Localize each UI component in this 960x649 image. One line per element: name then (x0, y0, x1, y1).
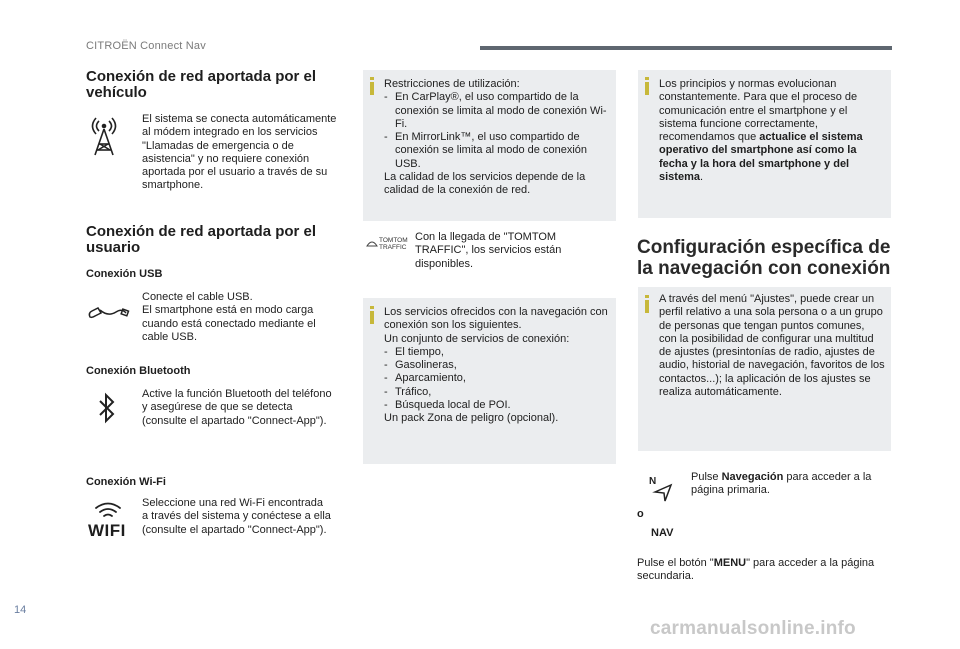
info-icon (645, 295, 649, 313)
principles-text-plain: Los principios y normas evolucionan constantemente. Para que el proceso de comunicación entre el smartphone y el sistema funcione correctamente, recomendamos que (659, 78, 858, 144)
service-item: - El tiempo, (384, 346, 609, 359)
page-number: 14 (14, 604, 27, 616)
principles-box (638, 70, 891, 218)
user-connection-title (86, 224, 346, 256)
tomtom-logo-line2: TRAFFIC (379, 244, 407, 251)
usb-line1: Conecte el cable USB. (142, 291, 253, 303)
nav-instruction-post: para acceder a la página primaria. (691, 471, 872, 497)
navigation-north-icon (649, 475, 675, 503)
restrictions-box (363, 70, 616, 221)
nav-instruction (691, 471, 886, 498)
info-icon (370, 77, 374, 95)
menu-instruction (637, 557, 877, 584)
site-watermark: carmanualsonline.info (650, 618, 856, 639)
tomtom-text: Con la llegada de "TOMTOM TRAFFIC", los servicios están disponibles. (415, 231, 562, 270)
principles-text (659, 78, 884, 184)
usb-text (142, 291, 342, 344)
tomtom-logo-line1: TOMTOM (379, 237, 408, 244)
nav-instruction-bold: Navegación (721, 471, 784, 483)
services-list (384, 346, 609, 412)
nav-button-label: NAV (651, 527, 674, 539)
services-intro: Los servicios ofrecidos con la navegación con conexión son los siguientes. (384, 306, 608, 332)
wifi-text: Seleccione una red Wi-Fi encontrada a través del sistema y conéctese a ella (consulte el apartado "Connect-App"). (142, 497, 331, 536)
nav-instruction-pre: Pulse (691, 471, 719, 483)
service-item: - Gasolineras, (384, 359, 609, 372)
service-item: - Búsqueda local de POI. (384, 399, 609, 412)
restrictions-title: Restricciones de utilización: (384, 78, 520, 90)
info-icon (645, 77, 649, 95)
manual-header-title: CITROËN Connect Nav (86, 40, 206, 52)
wifi-title: Conexión Wi-Fi (86, 476, 166, 488)
restrictions-list (384, 91, 609, 171)
wifi-icon-label: WIFI (88, 521, 126, 540)
user-title-line2: usuario (86, 239, 141, 256)
service-item: - Aparcamiento, (384, 372, 609, 385)
usb-cable-icon (86, 299, 130, 325)
menu-instruction-pre: Pulse el botón " (637, 557, 714, 569)
svg-text:N: N (649, 476, 657, 487)
user-title-line1: Conexión de red aportada por el (86, 223, 317, 240)
usb-title: Conexión USB (86, 268, 163, 280)
restriction-item: - En CarPlay®, el uso compartido de la conexión se limita al modo de conexión Wi-Fi. (384, 91, 609, 131)
restriction-item: - En MirrorLink™, el uso compartido de conexión se limita al modo de conexión USB. (384, 131, 609, 171)
settings-text: A través del menú "Ajustes", puede crear un perfil relativo a una sola persona o a un grupo de personas que tengan puntos comunes, con la posibilidad de configurar una multitud de ajustes (presintonías de radio, ajustes de audio, historial de navegación, favoritos de los contactos...); la aplicación de los ajustes se realiza automáticamente. (659, 293, 885, 399)
antenna-icon (88, 117, 120, 157)
services-footer: Un pack Zona de peligro (opcional). (384, 412, 559, 425)
config-title-line1: Configuración específica de (637, 237, 891, 258)
bluetooth-icon (98, 392, 116, 424)
settings-box (638, 287, 891, 451)
services-box (363, 298, 616, 464)
vehicle-connection-text: El sistema se conecta automáticamente al módem integrado en los servicios "Llamadas de emergencia o de asistencia" y no requiere conexión aportada por el usuario a través de su smartphone. (142, 113, 337, 192)
vehicle-connection-title (86, 69, 346, 101)
info-icon (370, 306, 374, 324)
or-label: o (637, 508, 644, 520)
vehicle-title-line2: vehículo (86, 84, 147, 101)
menu-instruction-post: " para acceder a la página secundaria. (637, 557, 875, 583)
usb-line2: El smartphone está en modo carga cuando está conectado mediante el cable USB. (142, 304, 316, 343)
header-rule (480, 46, 892, 50)
bluetooth-title: Conexión Bluetooth (86, 365, 191, 377)
vehicle-title-line1: Conexión de red aportada por el (86, 68, 317, 85)
tomtom-hand-icon (366, 238, 378, 248)
config-title (637, 237, 907, 279)
config-title-line2: la navegación con conexión (637, 258, 891, 279)
principles-text-bold: actualice el sistema operativo del smartphone así como la fecha y la hora del smartphone y del sistema (659, 131, 863, 184)
service-item: - Tráfico, (384, 386, 609, 399)
restrictions-footer: La calidad de los servicios depende de la calidad de la conexión de red. (384, 171, 586, 197)
services-list-title: Un conjunto de servicios de conexión: (384, 332, 570, 345)
menu-instruction-bold: MENU (713, 557, 747, 569)
principles-text-end: . (699, 171, 704, 184)
bluetooth-text: Active la función Bluetooth del teléfono y asegúrese de que se detecta (consulte el apartado "Connect-App"). (142, 388, 332, 427)
wifi-icon (94, 501, 122, 519)
